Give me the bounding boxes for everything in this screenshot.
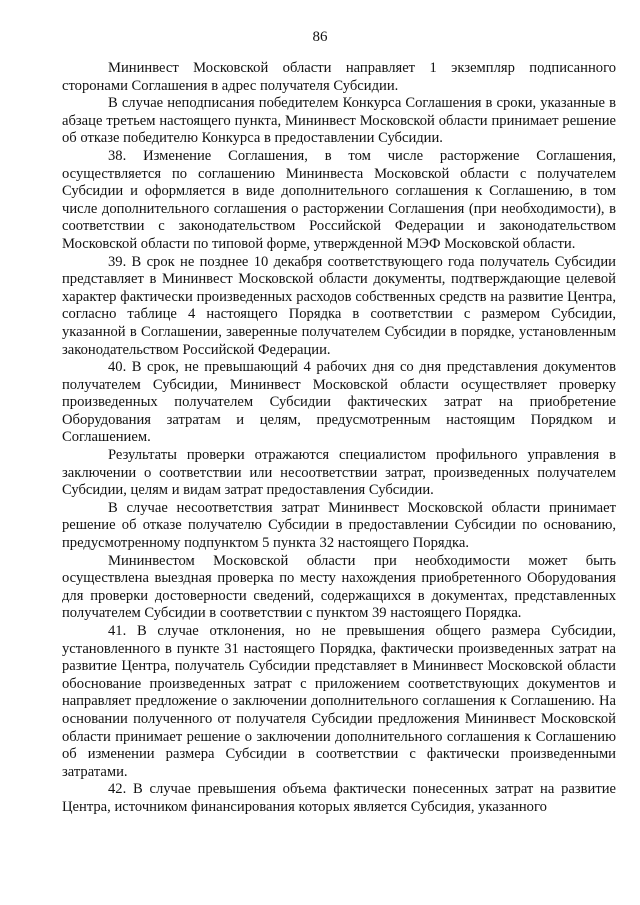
paragraph-item-40: 40. В срок, не превышающий 4 рабочих дня со дня представления документов получателем Субсидии, Мининвест Московской области осуществляет проверку произведенных получателем Субсидии фактических затрат на приобретение Оборудования затратам и целям, предусмотренным настоящим Порядком и Соглашением.	[62, 359, 616, 446]
document-body	[62, 60, 616, 817]
paragraph-site-inspection: Мининвестом Московской области при необходимости может быть осуществлена выездная проверка по месту нахождения приобретенного Оборудования для проверки достоверности сведений, содержащихся в документах, представленных получателем Субсидии в соответствии с пунктом 39 настоящего Порядка.	[62, 552, 616, 622]
paragraph-item-41: 41. В случае отклонения, но не превышения общего размера Субсидии, установленного в пункте 31 настоящего Порядка, фактически произведенных затрат на развитие Центра, получатель Субсидии представляет в Мининвест Московской области обоснование произведенных затрат с приложением соответствующих документов и направляет предложение о заключении дополнительного соглашения к Соглашению. На основании полученного от получателя Субсидии предложения Мининвест Московской области принимает решение о заключении дополнительного соглашения к Соглашению об изменении размера Субсидии в соответствии с фактически произведенными затратами.	[62, 623, 616, 780]
paragraph-check-results: Результаты проверки отражаются специалистом профильного управления в заключении о соответствии или несоответствии затрат, произведенных получателем Субсидии, целям и видам затрат предоставления Субсидии.	[62, 447, 616, 499]
paragraph-item-42: 42. В случае превышения объема фактически понесенных затрат на развитие Центра, источником финансирования которых является Субсидия, указанного	[62, 781, 616, 815]
paragraph-item-39: 39. В срок не позднее 10 декабря соответствующего года получатель Субсидии представляет в Мининвест Московской области документы, подтверждающие целевой характер фактически произведенных расходов собственных средств на развитие Центра, согласно таблице 4 настоящего Порядка в соответствии с размером Субсидии, указанной в Соглашении, заверенные получателем Субсидии в порядке, установленным законодательством Российской Федерации.	[62, 253, 616, 358]
paragraph-item-38: 38. Изменение Соглашения, в том числе расторжение Соглашения, осуществляется по соглашению Мининвеста Московской области с получателем Субсидии и оформляется в виде дополнительного соглашения к Соглашению, в том числе дополнительного соглашения о расторжении Соглашения (при необходимости), в соответствии с законодательством Российской Федерации и законодательством Московской области по типовой форме, утвержденной МЭФ Московской области.	[62, 147, 616, 252]
page-number: 86	[312, 29, 328, 45]
paragraph-unsigned-agreement: В случае неподписания победителем Конкурса Соглашения в сроки, указанные в абзаце третьем настоящего пункта, Мининвест Московской области принимает решение об отказе победителю Конкурса в предоставлении Субсидии.	[62, 95, 616, 147]
paragraph-signed-copy: Мининвест Московской области направляет 1 экземпляр подписанного сторонами Соглашения в адрес получателя Субсидии.	[62, 60, 616, 94]
paragraph-nonconformity: В случае несоответствия затрат Мининвест Московской области принимает решение об отказе получателю Субсидии в предоставлении Субсидии по основанию, предусмотренному подпунктом 5 пункта 32 настоящего Порядка.	[62, 499, 616, 552]
